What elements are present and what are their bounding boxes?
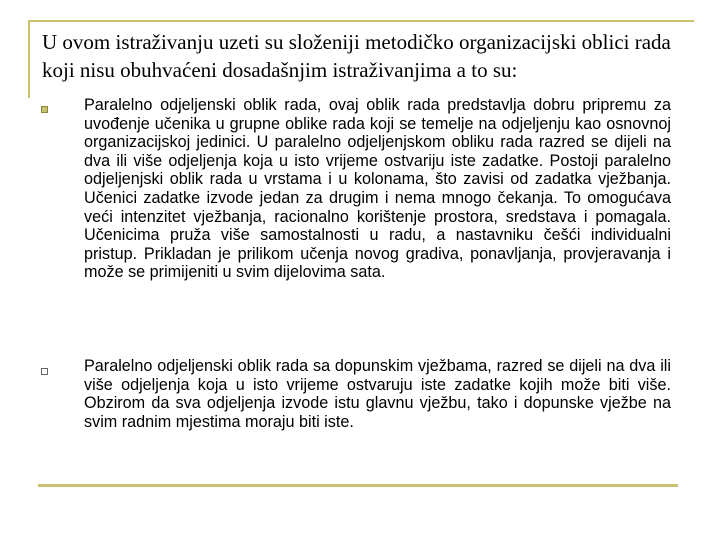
frame-left-line — [28, 20, 30, 98]
filled-square-bullet-icon — [41, 106, 48, 113]
frame-top-line — [28, 20, 694, 22]
list-item-parallel-section-supplementary: Paralelno odjeljenski oblik rada sa dopunskim vježbama, razred se dijeli na dva ili više odjeljenja koja u isto vrijeme ostvaruju iste zadatke kojih može biti više. Obzirom da sva odjeljenja izvode istu glavnu vježbu, tako i dopunske vježbe na svim radnim mjestima moraju biti iste. — [84, 357, 671, 431]
hollow-square-bullet-icon — [41, 368, 48, 375]
list-item-parallel-section-work: Paralelno odjeljenski oblik rada, ovaj oblik rada predstavlja dobru pripremu za uvođenje učenika u grupne oblike rada koji se temelje na odjeljenju kao osnovnoj organizacijskoj jedinici. U paralelno odjeljenjskom obliku rada razred se dijeli na dva ili više odjeljenja koja u isto vrijeme ostvariju iste zadatke. Postoji paralelno odjeljenjski oblik rada u vrstama i u kolonama, što zavisi od zadatka vježbanja. Učenici zadatke izvode jedan za drugim i nema mnogo čekanja. To omogućava veći intenzitet vježbanja, racionalno korištenje prostora, sredstava i pomagala. Učenicima pruža više samostalnosti u radu, a nastavniku češći individualni pristup. Prikladan je prilikom učenja novog gradiva, ponavljanja, provjeravanja i može se primijeniti u svim dijelovima sata. — [84, 96, 671, 282]
intro-text: U ovom istraživanju uzeti su složeniji metodičko organizacijski oblici rada koji nisu obuhvaćeni dosadašnjim istraživanjima a to su: — [42, 30, 671, 82]
frame-bottom-line — [38, 484, 678, 487]
